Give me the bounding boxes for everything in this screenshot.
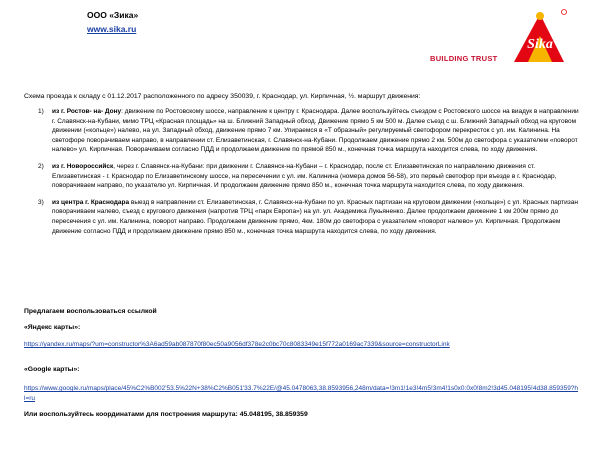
company-name: ООО «Зика» xyxy=(87,10,139,20)
route-text: : движение по Ростовскому шоссе, направление к центру г. Краснодара. Далее воспользуйтесь съездом с Ростовского шоссе на виадук в направлении г. Славянск-на-Кубани, мимо ТРЦ «Красная площадь» на ш. Ближний Западный обход. Движение прямо 5 км 500 м. Далее съезд с ш. Ближний Западный обход на круговом движении («кольце») налево, на ул. Западный обход, движение прямо 7 км. Упираемся в «Т образный» регулируемый светофором перекресток с ул. им. Калинина. На светофоре поворачиваем направо, в направлении ст. Елизаветинская, г. Славянск-на-Кубани. Продолжаем движение прямо 2 км. 500м до светофора с указателем «поворот налево» ул. Кирпичная. Поворачиваем согласно ПДД и продолжаем движение по прямой 850 м., конечная точка маршрута находится слева, по ходу движения. xyxy=(52,108,579,154)
route-title: из центра г. Краснодара xyxy=(52,198,130,206)
website-link[interactable]: www.sika.ru xyxy=(87,24,137,34)
route-number: 1) xyxy=(38,108,44,115)
google-label: «Google карты»: xyxy=(24,366,80,373)
suggest-heading: Предлагаем воспользоваться ссылкой xyxy=(24,308,157,315)
route-number: 3) xyxy=(38,198,44,206)
route-item xyxy=(24,162,579,191)
google-map-link[interactable]: https://www.google.ru/maps/place/45%C2%B002'53.5%22N+38%C2%B051'33.7%22E/@45.0478063,38.8593956,248m/data=!3m1!1e3!4m5!3m4!1s0x0:0x0!8m2!3d45.048195!4d38.859359?hl=ru xyxy=(24,385,579,402)
intro-text: Схема проезда к складу с 01.12.2017 расположенного по адресу 350039, г. Краснодар, ул. Кирпичная, ½. маршрут движения: xyxy=(24,93,421,100)
logo-text: Sika xyxy=(527,37,553,52)
yandex-map-link[interactable]: https://yandex.ru/maps/?um=constructor%3A6ad59ab087870f80ec50a9056df378e2c0bc70c8083349e15f772a0169ac7339&source=constructorLink xyxy=(24,341,450,348)
route-text: выезд в направлении ст. Елизаветинская, г. Славянск-на-Кубани по ул. Красных партизан на круговом движении («кольце») с ул. Красных партизан поворачиваем налево, съезд с кругового движения (напротив ТРЦ «парк Европа») на ул. ул. Академика Лукьяненко. Далее продолжаем движение 1 км 200м прямо до пересечения с ул. им. Калинина, поворот направо. Продолжаем движение прямо, 4км. 180м до светофора с указателем «поворот налево» ул. Кирпичная. Продолжаем движение согласно ПДД и продолжаем движение прямо 850 м., конечная точка маршрута находится слева, по ходу движения. xyxy=(52,198,578,235)
route-item xyxy=(24,198,579,236)
route-title: из г. Ростов- на- Дону xyxy=(52,108,122,115)
building-trust-tagline: BUILDING TRUST xyxy=(430,54,498,63)
yandex-label: «Яндекс карты»: xyxy=(24,324,81,331)
sika-logo-icon xyxy=(510,6,568,64)
route-item xyxy=(24,107,579,155)
route-text: , через г. Славянск-на-Кубани: при движении г. Славянск-на-Кубани – г. Краснодар, после ст. Елизаветинская по направлению движения ст. Елизаветинская - г. Краснодар по Елизаветинскому шоссе, на пересечении с ул. им. Калинина (номера домов 56-58), это первый светофор при въезде в г. Краснодар, поворачиваем направо, по указателю ул. Кирпичная. И продолжаем движение прямо 850 м., конечная точка маршрута находится слева, по ходу движения. xyxy=(52,162,557,190)
route-title: из г. Новороссийск xyxy=(52,162,114,170)
coordinates-text: Или воспользуйтесь координатами для построения маршрута: 45.048195, 38.859359 xyxy=(24,411,308,418)
route-number: 2) xyxy=(38,162,44,170)
routes-list xyxy=(24,107,579,243)
